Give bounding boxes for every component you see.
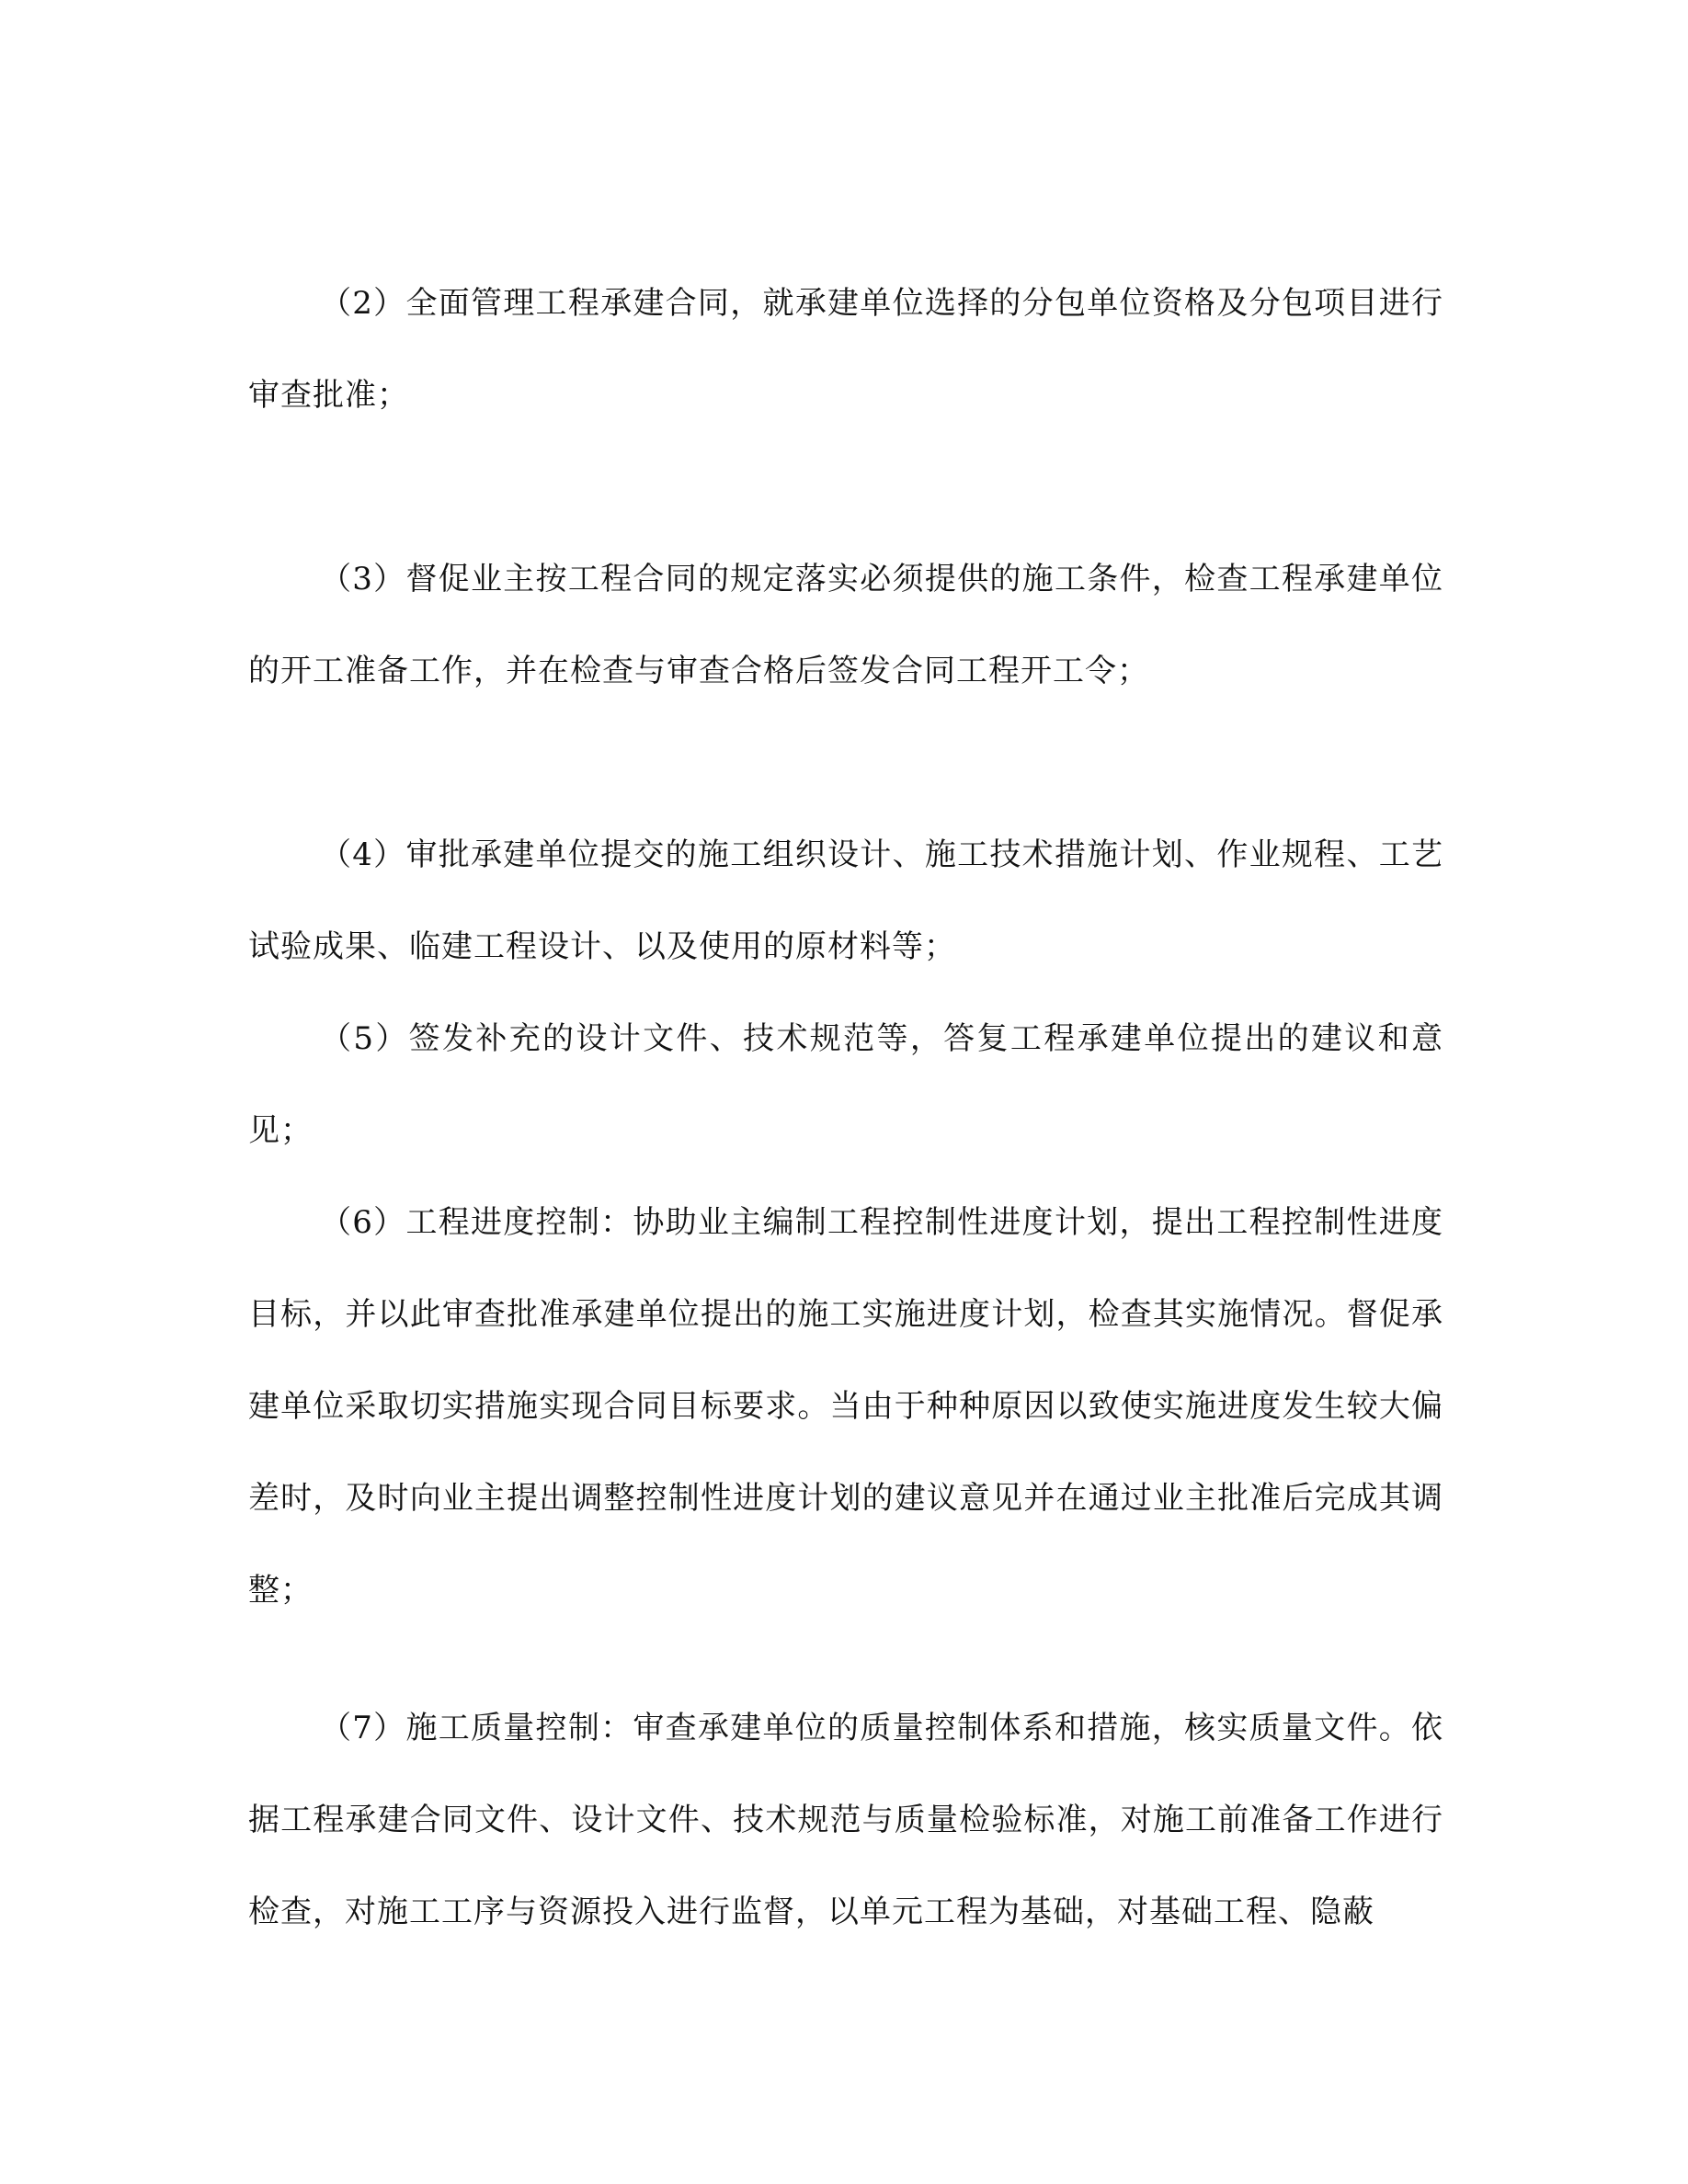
paragraph-item-7: （7）施工质量控制：审查承建单位的质量控制体系和措施，核实质量文件。依据工程承建合同文件、设计文件、技术规范与质量检验标准，对施工前准备工作进行检查，对施工工序与资源投入进行监督，以单元工程为基础，对基础工程、隐蔽 <box>248 1710 1443 1930</box>
paragraph-item-2: （2）全面管理工程承建合同，就承建单位选择的分包单位资格及分包项目进行审查批准； <box>248 285 1443 414</box>
paragraph-item-3: （3）督促业主按工程合同的规定落实必须提供的施工条件，检查工程承建单位的开工准备工作，并在检查与审查合格后签发合同工程开工令； <box>248 561 1443 689</box>
paragraph-item-5: （5）签发补充的设计文件、技术规范等，答复工程承建单位提出的建议和意见； <box>248 1020 1443 1149</box>
paragraph-item-4: （4）审批承建单位提交的施工组织设计、施工技术措施计划、作业规程、工艺试验成果、临建工程设计、以及使用的原材料等； <box>248 836 1443 965</box>
paragraph-item-6: （6）工程进度控制：协助业主编制工程控制性进度计划，提出工程控制性进度目标，并以此审查批准承建单位提出的施工实施进度计划，检查其实施情况。督促承建单位采取切实措施实现合同目标要求。当由于种种原因以致使实施进度发生较大偏差时，及时向业主提出调整控制性进度计划的建议意见并在通过业主批准后完成其调整； <box>248 1204 1443 1609</box>
